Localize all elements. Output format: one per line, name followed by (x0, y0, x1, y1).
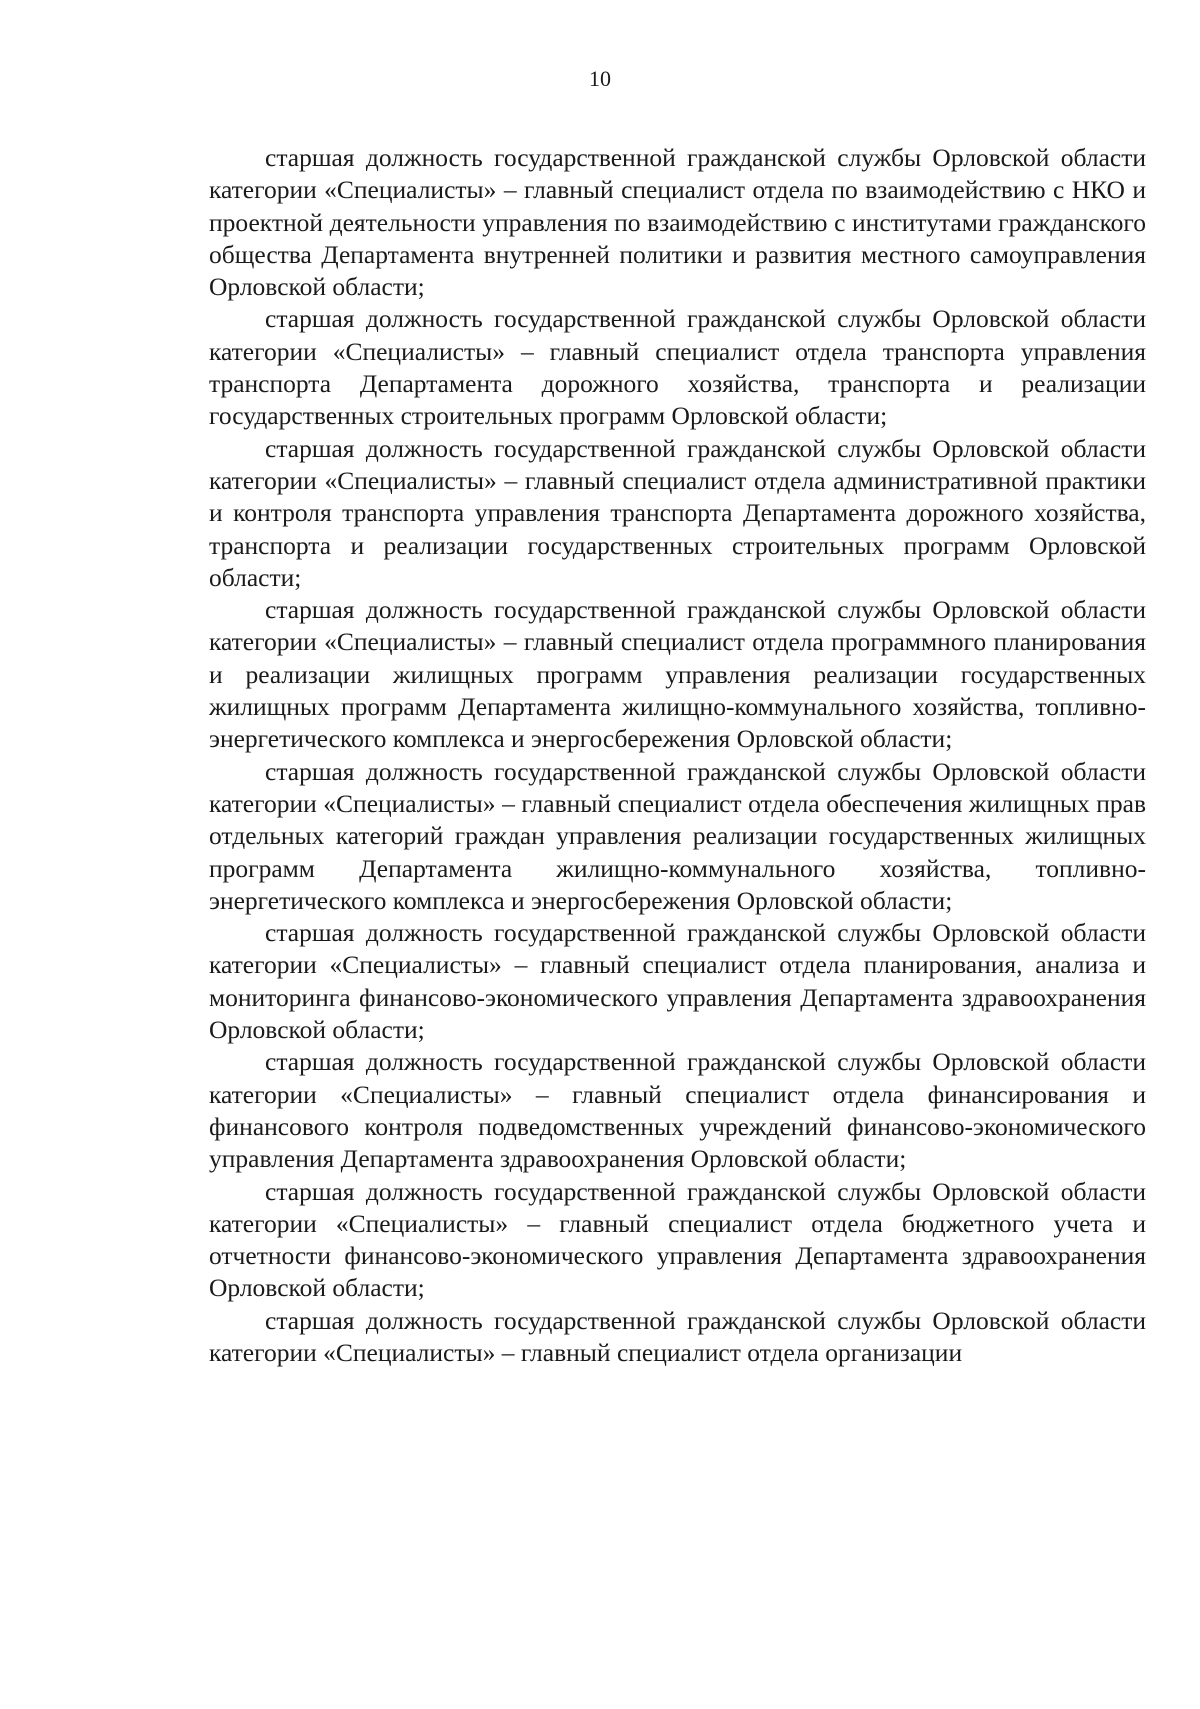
paragraph-4: старшая должность государственной гражданской службы Орловской области категории «Специалисты» – главный специалист отдела программного планирования и реализации жилищных программ управления реализации государственных жилищных программ Департамента жилищно-коммунального хозяйства, топливно-энергетического комплекса и энергосбережения Орловской области; (209, 595, 1146, 754)
page-number: 10 (589, 66, 611, 91)
paragraph-7: старшая должность государственной гражданской службы Орловской области категории «Специалисты» – главный специалист отдела финансирования и финансового контроля подведомственных учреждений финансово-экономического управления Департамента здравоохранения Орловской области; (209, 1047, 1146, 1174)
document-body (209, 142, 1146, 1369)
paragraph-1: старшая должность государственной гражданской службы Орловской области категории «Специалисты» – главный специалист отдела по взаимодействию с НКО и проектной деятельности управления по взаимодействию с институтами гражданского общества Департамента внутренней политики и развития местного самоуправления Орловской области; (209, 143, 1146, 302)
paragraph-5: старшая должность государственной гражданской службы Орловской области категории «Специалисты» – главный специалист отдела обеспечения жилищных прав отдельных категорий граждан управления реализации государственных жилищных программ Департамента жилищно-коммунального хозяйства, топливно-энергетического комплекса и энергосбережения Орловской области; (209, 756, 1146, 915)
paragraph-6: старшая должность государственной гражданской службы Орловской области категории «Специалисты» – главный специалист отдела планирования, анализа и мониторинга финансово-экономического управления Департамента здравоохранения Орловской области; (209, 918, 1146, 1045)
paragraph-8: старшая должность государственной гражданской службы Орловской области категории «Специалисты» – главный специалист отдела бюджетного учета и отчетности финансово-экономического управления Департамента здравоохранения Орловской области; (209, 1176, 1146, 1303)
paragraph-2: старшая должность государственной гражданской службы Орловской области категории «Специалисты» – главный специалист отдела транспорта управления транспорта Департамента дорожного хозяйства, транспорта и реализации государственных строительных программ Орловской области; (209, 304, 1146, 431)
paragraph-9: старшая должность государственной гражданской службы Орловской области категории «Специалисты» – главный специалист отдела организации (209, 1305, 1146, 1367)
paragraph-3: старшая должность государственной гражданской службы Орловской области категории «Специалисты» – главный специалист отдела административной практики и контроля транспорта управления транспорта Департамента дорожного хозяйства, транспорта и реализации государственных строительных программ Орловской области; (209, 433, 1146, 592)
